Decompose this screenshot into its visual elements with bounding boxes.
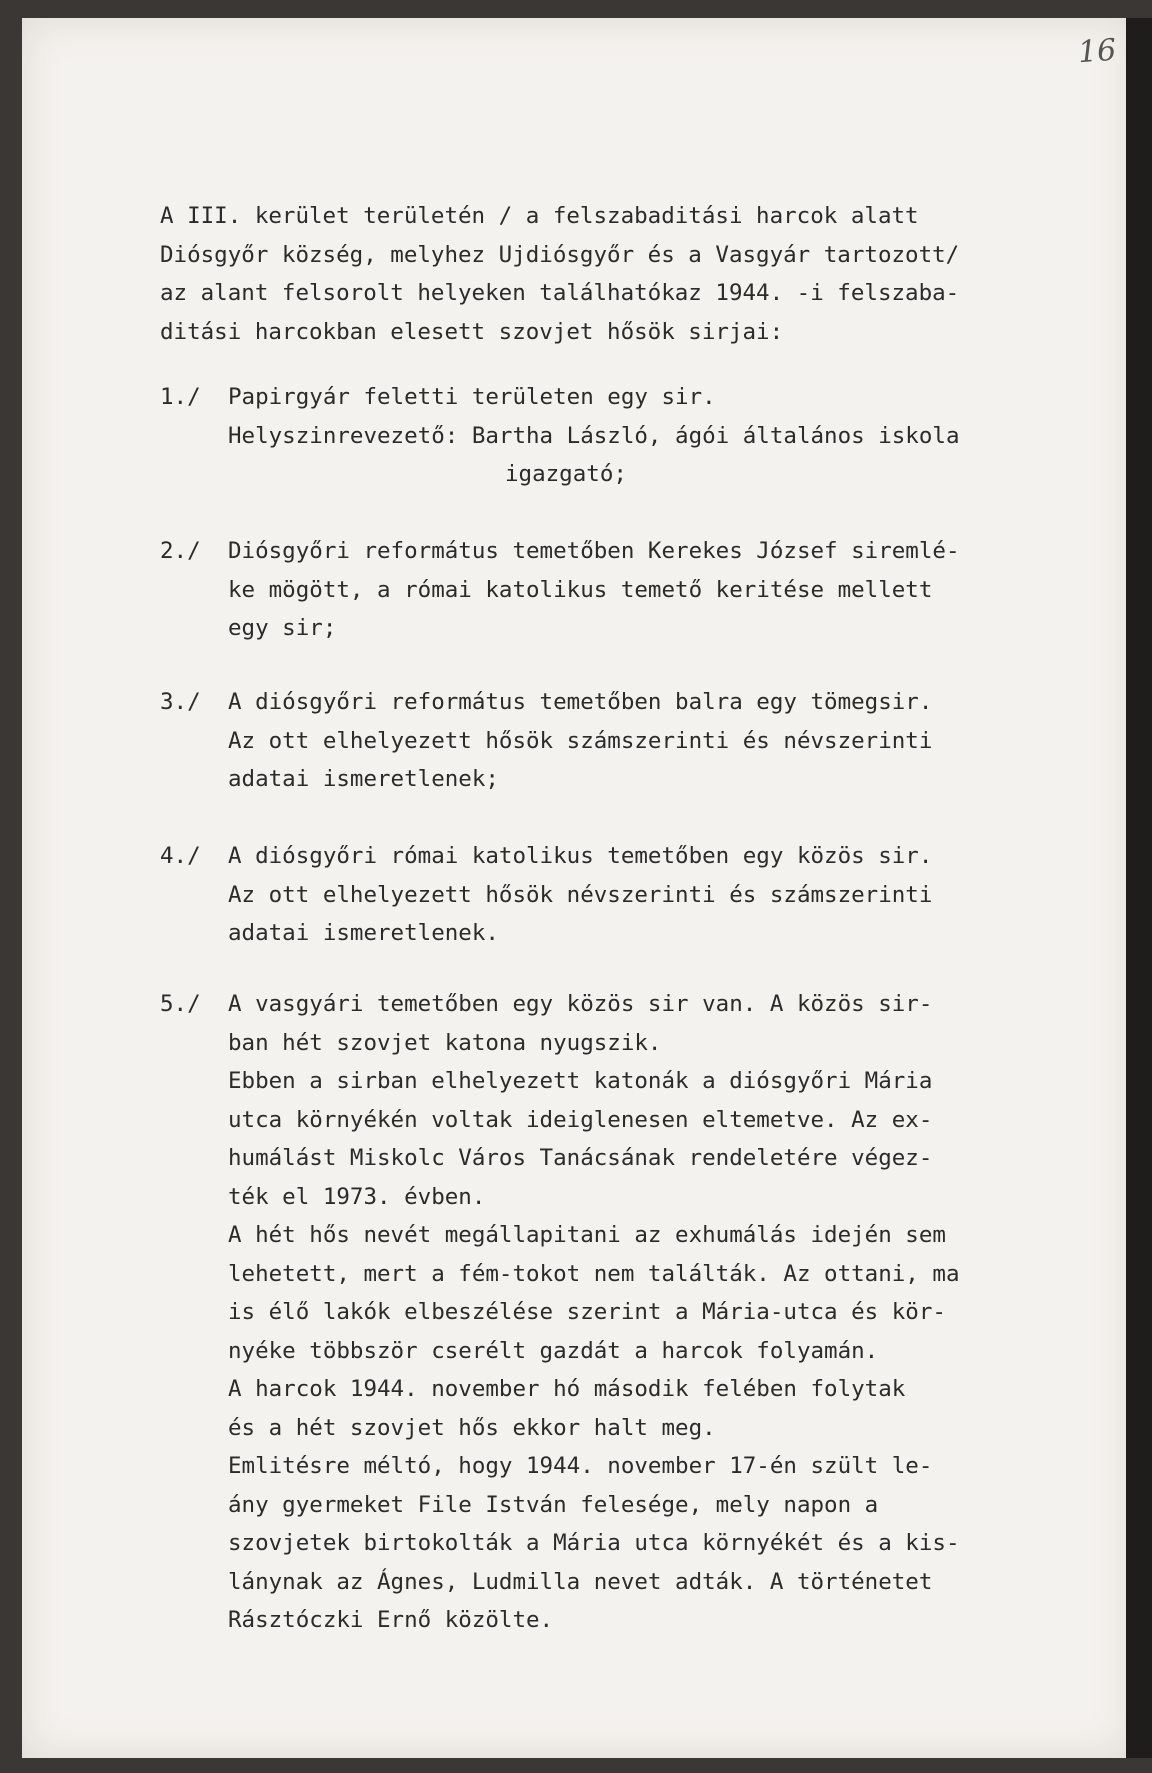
item-line: A diósgyőri római katolikus temetőben egy közös sir. (228, 843, 933, 869)
item-line: Diósgyőri református temetőben Kerekes József siremlé- (228, 538, 960, 564)
intro-line: A III. kerület területén / a felszabaditási harcok alatt (160, 203, 919, 229)
item-line: A harcok 1944. november hó második felében folytak (228, 1376, 906, 1402)
item-line: adatai ismeretlenek; (228, 766, 499, 792)
page-number: 16 (1076, 32, 1118, 71)
binding-edge (1126, 18, 1152, 1758)
item-line: igazgató; (505, 461, 627, 487)
item-line: és a hét szovjet hős ekkor halt meg. (228, 1414, 716, 1441)
item-line: A diósgyőri református temetőben balra egy tömegsir. (228, 689, 933, 715)
item-line: ke mögött, a római katolikus temető keritése mellett (228, 576, 933, 603)
item-line: nyéke többször cserélt gazdát a harcok folyamán. (228, 1337, 879, 1364)
list-item-4 (160, 837, 932, 953)
list-item-3 (160, 683, 932, 799)
item-number: 4./ (160, 843, 201, 869)
item-line: A hét hős nevét megállapitani az exhumálás idején sem (228, 1222, 946, 1248)
item-number: 2./ (160, 538, 201, 564)
intro-paragraph (160, 197, 959, 351)
list-item-2 (160, 532, 960, 648)
item-line: Az ott elhelyezett hősök névszerinti és számszerinti (228, 881, 933, 908)
item-line: ban hét szovjet katona nyugszik. (228, 1029, 662, 1056)
intro-line: ditási harcokban elesett szovjet hősök sirjai: (160, 318, 784, 345)
intro-line: Diósgyőr község, melyhez Ujdiósgyőr és a Vasgyár tartozott/ (160, 241, 960, 268)
item-line: is élő lakók elbeszélése szerint a Mária-utca és kör- (228, 1299, 946, 1325)
item-line: utca környékén voltak ideiglenesen eltemetve. Az ex- (228, 1106, 933, 1133)
item-line: Papirgyár feletti területen egy sir. (228, 384, 716, 410)
item-line: szovjetek birtokolták a Mária utca környékét és a kis- (228, 1530, 960, 1556)
item-line: Az ott elhelyezett hősök számszerinti és névszerinti (228, 727, 933, 754)
item-line: egy sir; (228, 615, 337, 641)
item-number: 1./ (160, 384, 201, 410)
item-line: adatai ismeretlenek. (228, 920, 499, 946)
item-number: 3./ (160, 689, 201, 715)
item-number: 5./ (160, 991, 201, 1017)
item-line: Rásztóczki Ernő közölte. (228, 1607, 554, 1633)
item-line: ték el 1973. évben. (228, 1183, 486, 1210)
item-line: humálást Miskolc Város Tanácsának rendeletére végez- (228, 1145, 933, 1171)
item-line: Helyszinrevezető: Bartha László, ágói általános iskola (228, 422, 960, 449)
list-item-1 (160, 378, 960, 494)
item-line: ány gyermeket File István felesége, mely napon a (228, 1491, 879, 1518)
item-line: lánynak az Ágnes, Ludmilla nevet adták. A történetet (228, 1568, 933, 1595)
list-item-5 (160, 985, 960, 1640)
item-line: A vasgyári temetőben egy közös sir van. A közös sir- (228, 991, 933, 1017)
item-line: lehetett, mert a fém-tokot nem találták. Az ottani, ma (228, 1260, 960, 1287)
item-line: Emlitésre méltó, hogy 1944. november 17-én szült le- (228, 1453, 933, 1479)
intro-line: az alant felsorolt helyeken találhatókaz 1944. -i felszaba- (160, 280, 960, 306)
item-line: Ebben a sirban elhelyezett katonák a diósgyőri Mária (228, 1068, 933, 1094)
